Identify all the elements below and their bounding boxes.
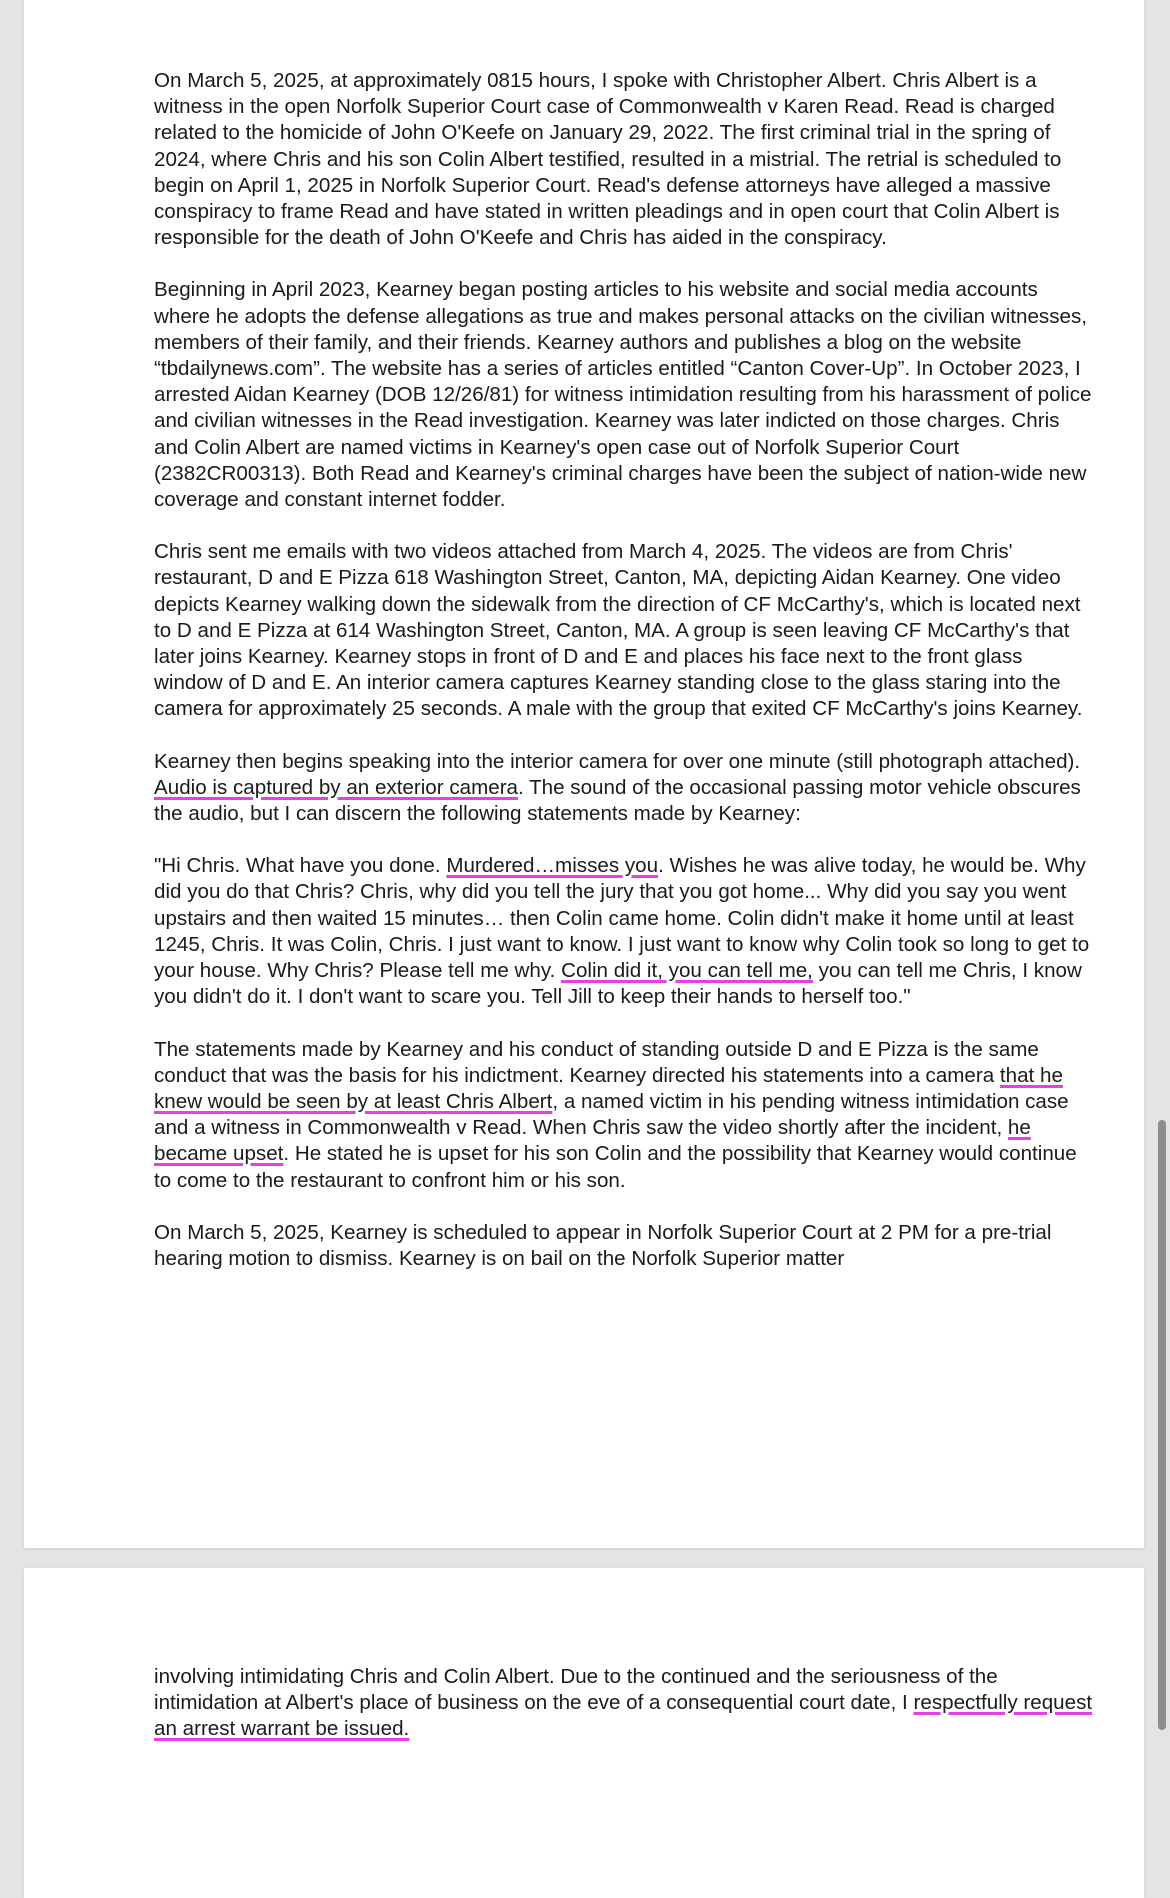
paragraph bbox=[154, 749, 1094, 828]
highlighted-phrase: Audio is captured by an exterior camera bbox=[154, 775, 519, 799]
highlighted-phrase: respectfully request an arrest warrant be issued. bbox=[154, 1691, 1093, 1741]
text-segment: The statements made by Kearney and his conduct of standing outside D and E Pizza is the same conduct that was the basis for his indictment. Kearney directed his statements into a camera bbox=[154, 1037, 1039, 1087]
text-segment: . The sound of the occasional passing motor vehicle obscures the audio, but I can discern the following statements made by Kearney: bbox=[154, 775, 1081, 826]
paragraph: On March 5, 2025, at approximately 0815 hours, I spoke with Christopher Albert. Chris Albert is a witness in the open Norfolk Superior Court case of Commonwealth v Karen Read. Read is charged related to the homicide of John O'Keefe on January 29, 2022. The first criminal trial in the spring of 2024, where Chris and his son Colin Albert testified, resulted in a mistrial. The retrial is scheduled to begin on April 1, 2025 in Norfolk Superior Court. Read's defense attorneys have alleged a massive conspiracy to frame Read and have stated in written pleadings and in open court that Colin Albert is responsible for the death of John O'Keefe and Chris has aided in the conspiracy. bbox=[154, 69, 1062, 250]
paragraph: Beginning in April 2023, Kearney began posting articles to his website and social media accounts where he adopts the defense allegations as true and makes personal attacks on the civilian witnesses, members of their family, and their friends. Kearney authors and publishes a blog on the website “tbdailynews.com”. The website has a series of articles entitled “Canton Cover-Up”. In October 2023, I arrested Aidan Kearney (DOB 12/26/81) for witness intimidation resulting from his harassment of police and civilian witnesses in the Read investigation. Kearney was later indicted on those charges. Chris and Colin Albert are named victims in Kearney's open case out of Norfolk Superior Court (2382CR00313). Both Read and Kearney's criminal charges have been the subject of nation-wide new coverage and constant internet fodder. bbox=[154, 278, 1092, 512]
text-segment: "Hi Chris. What have you done. bbox=[154, 854, 447, 878]
text-segment: Kearney then begins speaking into the interior camera for over one minute (still photograph attached). bbox=[154, 749, 1081, 773]
page-2-text bbox=[154, 1664, 1094, 1769]
highlighted-phrase: that he knew would be seen by at least Chris Albert bbox=[154, 1063, 1063, 1113]
page-1-text bbox=[154, 68, 1094, 1298]
highlighted-phrase: Murdered…misses you bbox=[446, 854, 659, 878]
scrollbar-thumb[interactable] bbox=[1158, 1120, 1166, 1730]
paragraph bbox=[154, 853, 1094, 1010]
document-page-2 bbox=[24, 1568, 1144, 1898]
paragraph bbox=[154, 1664, 1094, 1743]
paragraph bbox=[154, 1037, 1094, 1194]
text-segment: . He stated he is upset for his son Colin and the possibility that Kearney would continue to come to the restaurant to confront him or his son. bbox=[154, 1142, 1077, 1192]
highlighted-phrase: Colin did it, you can tell me, bbox=[561, 959, 813, 983]
text-segment: , a named victim in his pending witness intimidation case and a witness in Commonwealth v Read. When Chris saw the video shortly after the incident, bbox=[154, 1089, 1069, 1140]
paragraph: On March 5, 2025, Kearney is scheduled to appear in Norfolk Superior Court at 2 PM for a pre-trial hearing motion to dismiss. Kearney is on bail on the Norfolk Superior matter bbox=[154, 1220, 1052, 1270]
paragraph: Chris sent me emails with two videos attached from March 4, 2025. The videos are from Chris' restaurant, D and E Pizza 618 Washington Street, Canton, MA, depicting Aidan Kearney. One video depicts Kearney walking down the sidewalk from the direction of CF McCarthy's, which is located next to D and E Pizza at 614 Washington Street, Canton, MA. A group is seen leaving CF McCarthy's that later joins Kearney. Kearney stops in front of D and E and places his face next to the front glass window of D and E. An interior camera captures Kearney standing close to the glass staring into the camera for approximately 25 seconds. A male with the group that exited CF McCarthy's joins Kearney. bbox=[154, 540, 1083, 721]
text-segment: . Wishes he was alive today, he would be. Why did you do that Chris? Chris, why did you tell the jury that you got home... Why did you say you went upstairs and then waited 15 minutes… then Colin came home. Colin didn't make it home until at least 1245, Chris. It was Colin, Chris. I just want to know. I just want to know why Colin took so long to get to your house. Why Chris? Please tell me why. bbox=[154, 854, 1090, 983]
highlighted-phrase: he became upset bbox=[154, 1116, 1031, 1166]
document-page-1 bbox=[24, 0, 1144, 1548]
text-segment: you can tell me Chris, I know you didn't do it. I don't want to scare you. Tell Jill to keep their hands to herself too." bbox=[154, 959, 1082, 1009]
text-segment: involving intimidating Chris and Colin Albert. Due to the continued and the seriousness of the intimidation at Albert's place of business on the eve of a consequential court date, I bbox=[154, 1665, 998, 1715]
